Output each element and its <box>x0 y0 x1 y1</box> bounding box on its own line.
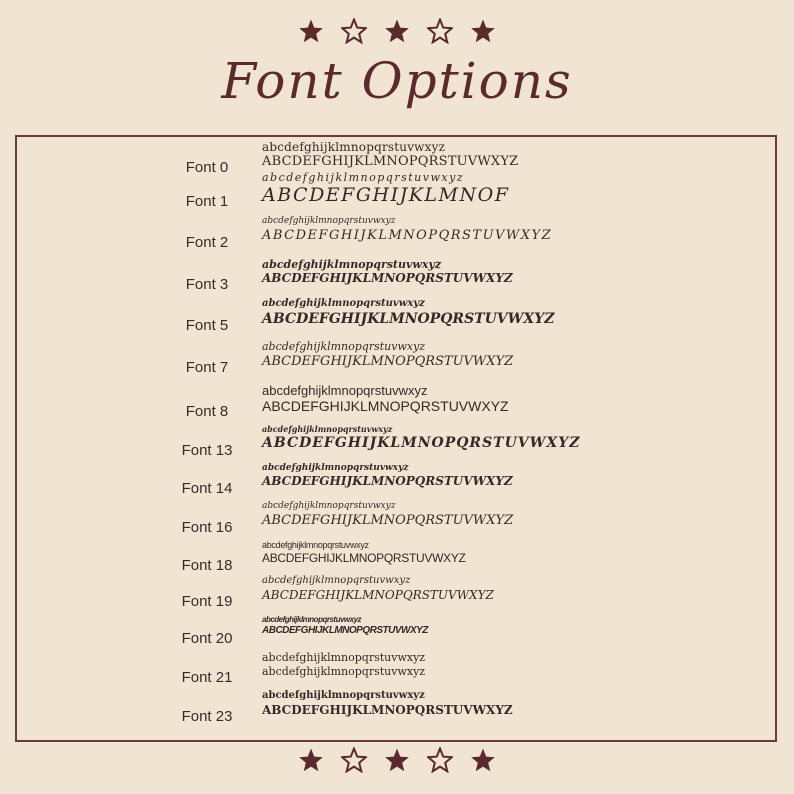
font-option-label: Font 3 <box>185 276 229 293</box>
star-outline-icon <box>427 18 453 44</box>
font-sample <box>262 341 513 368</box>
font-sample <box>262 464 513 488</box>
font-option-label: Font 20 <box>181 630 233 647</box>
top-star-row <box>0 18 794 44</box>
font-sample <box>262 259 513 285</box>
font-sample <box>262 299 554 326</box>
font-option-label: Font 5 <box>185 317 229 334</box>
font-sample <box>262 541 466 565</box>
star-outline-icon <box>341 747 367 773</box>
font-option-label: Font 16 <box>181 519 233 536</box>
font-sample-uppercase: ABCDEFGHIJKLMNOPQRSTUVWXYZ <box>262 587 494 602</box>
font-sample-lowercase: abcdefghijklmnopqrstuvwxyz <box>262 340 426 354</box>
font-sample <box>262 384 509 414</box>
font-sample-lowercase: abcdefghijklmnopqrstuvwxyz <box>262 462 409 473</box>
font-sample-uppercase: ABCDEFGHIJKLMNOPQRSTUVWXYZ <box>262 474 513 489</box>
font-option-label: Font 0 <box>185 159 229 176</box>
font-sample <box>262 652 425 677</box>
font-sample-uppercase: ABCDEFGHIJKLMNOPQRSTUVWXYZ <box>262 702 513 717</box>
bottom-star-row <box>0 747 794 773</box>
font-option-label: Font 8 <box>185 403 229 420</box>
font-sample-uppercase: ABCDEFGHIJKLMNOPQRSTUVWXYZ <box>262 512 514 528</box>
font-sample-lowercase: abcdefghijklmnopqrstuvwxyz <box>262 501 396 512</box>
font-option-label: Font 14 <box>181 480 233 497</box>
font-sample-lowercase: abcdefghijklmnopqrstuvwxyz <box>262 171 465 185</box>
font-option-label: Font 1 <box>185 193 229 210</box>
star-outline-icon <box>341 18 367 44</box>
font-sample-uppercase: ABCDEFGHIJKLMNOPQRSTUVWXYZ <box>262 154 519 170</box>
font-sample-lowercase: abcdefghijklmnopqrstuvwxyz <box>262 216 396 227</box>
font-option-label: Font 7 <box>185 359 229 376</box>
font-sample-uppercase: ABCDEFGHIJKLMNOF <box>262 183 510 206</box>
star-filled-icon <box>298 18 324 44</box>
font-sample-uppercase: ABCDEFGHIJKLMNOPQRSTUVWXYZ <box>262 310 555 327</box>
star-filled-icon <box>298 747 324 773</box>
font-sample <box>262 576 494 601</box>
font-sample-uppercase: ABCDEFGHIJKLMNOPQRSTUVWXYZ <box>262 271 513 286</box>
star-filled-icon <box>384 747 410 773</box>
font-option-label: Font 18 <box>181 557 233 574</box>
font-option-label: Font 13 <box>181 442 233 459</box>
font-sample-lowercase: abcdefghijklmnopqrstuvwxyz <box>262 651 426 665</box>
font-sample-uppercase: abcdefghijklmnopqrstuvwxyz <box>262 665 426 678</box>
font-sample <box>262 502 513 527</box>
page-title: Font Options <box>221 52 573 110</box>
font-sample <box>262 691 513 716</box>
font-sample-lowercase: abcdefghijklmnopqrstuvwxyz <box>262 575 411 587</box>
star-outline-icon <box>427 747 453 773</box>
font-option-label: Font 2 <box>185 234 229 251</box>
font-sample-lowercase: abcdefghijklmnopqrstuvwxyz <box>262 539 369 550</box>
font-sample-uppercase: ABCDEFGHIJKLMNOPQRSTUVWXYZ <box>262 624 428 636</box>
star-filled-icon <box>470 747 496 773</box>
font-sample-lowercase: abcdefghijklmnopqrstuvwxyz <box>262 424 393 435</box>
font-option-label: Font 23 <box>181 708 233 725</box>
font-sample <box>262 141 518 169</box>
font-sample-uppercase: ABCDEFGHIJKLMNOPQRSTUVWXYZ <box>262 551 466 566</box>
font-sample-uppercase: ABCDEFGHIJKLMNOPQRSTUVWXYZ <box>262 353 514 369</box>
font-sample-lowercase: abcdefghijklmnopqrstuvwxyz <box>262 690 425 702</box>
font-sample-lowercase: abcdefghijklmnopqrstuvwxyz <box>262 298 425 310</box>
font-sample-lowercase: abcdefghijklmnopqrstuvwxyz <box>262 382 428 398</box>
font-sample <box>262 217 552 242</box>
font-sample <box>262 172 509 205</box>
font-sample-lowercase: abcdefghijklmnopqrstuvwxyz <box>262 257 442 271</box>
font-sample-uppercase: ABCDEFGHIJKLMNOPQRSTUVWXYZ <box>262 227 553 243</box>
font-sample-lowercase: abcdefghijklmnopqrstuvwxyz <box>262 139 446 154</box>
font-sample-lowercase: abcdefghijklmnopqrstuvwxyz <box>262 614 362 624</box>
font-option-label: Font 21 <box>181 669 233 686</box>
font-sample <box>262 425 580 450</box>
font-options-panel <box>15 135 777 742</box>
font-sample-uppercase: ABCDEFGHIJKLMNOPQRSTUVWXYZ <box>262 434 581 451</box>
font-sample-uppercase: ABCDEFGHIJKLMNOPQRSTUVWXYZ <box>262 398 509 415</box>
star-filled-icon <box>384 18 410 44</box>
star-filled-icon <box>470 18 496 44</box>
font-sample <box>262 616 428 637</box>
font-option-label: Font 19 <box>181 593 233 610</box>
